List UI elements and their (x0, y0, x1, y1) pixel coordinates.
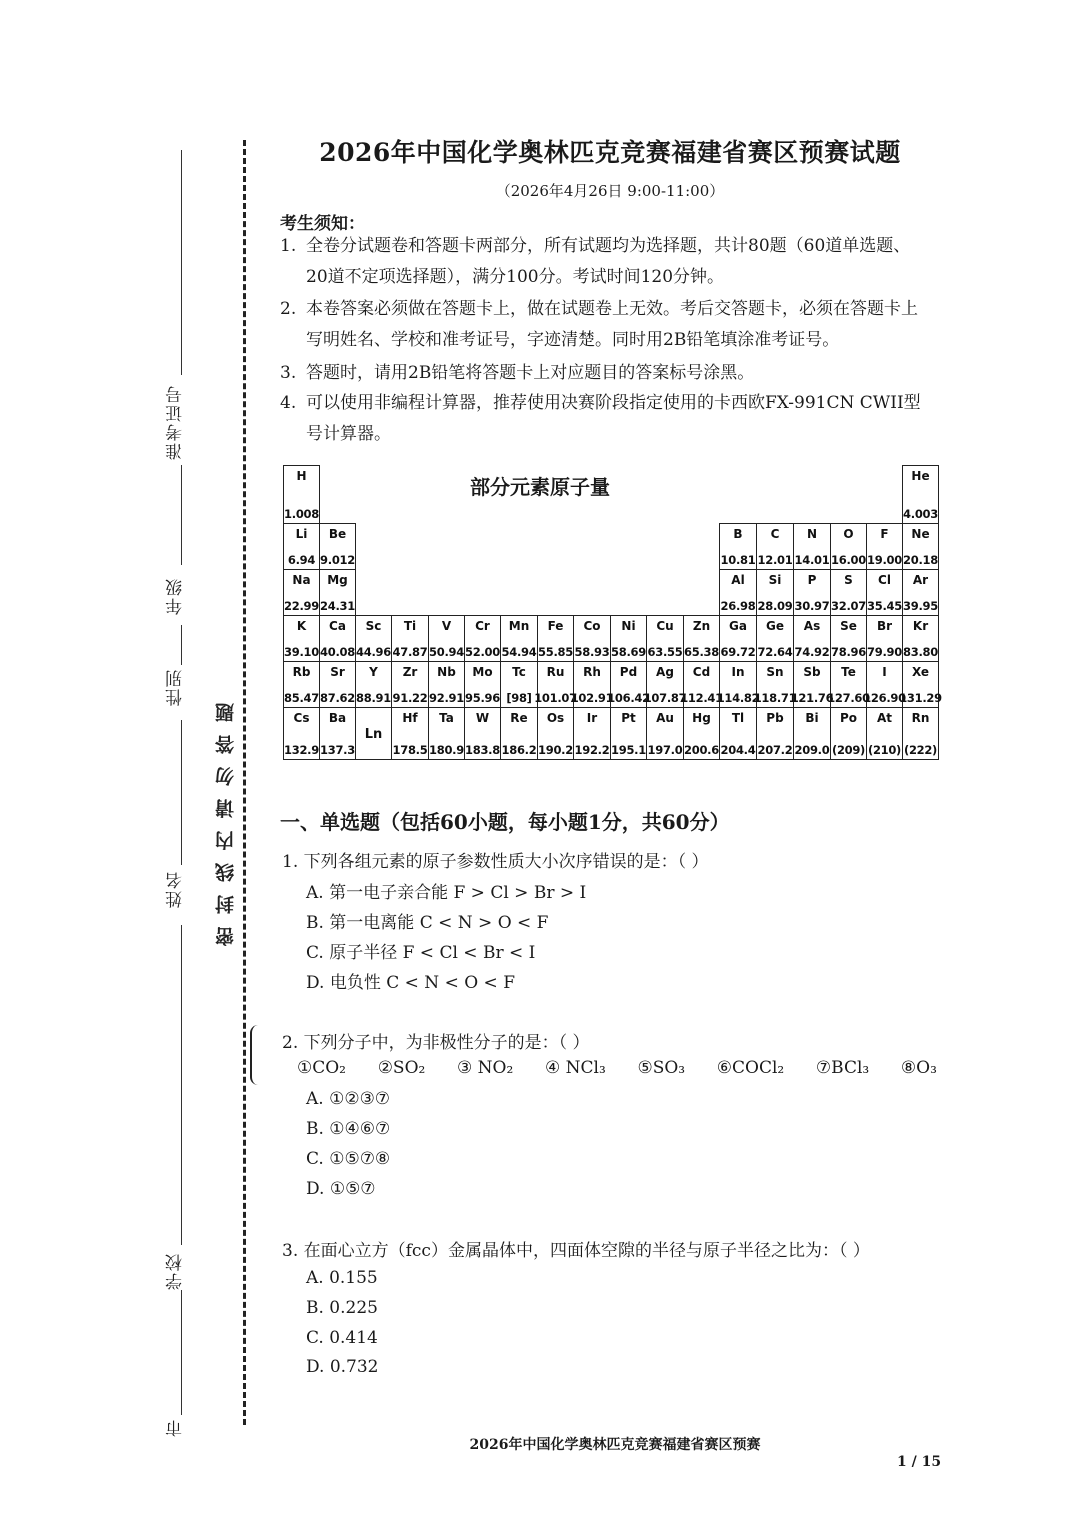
element-cell-bi (793, 707, 831, 760)
notice-line: 答题时，请用2B铅笔将答题卡上对应题目的答案标号涂黑。 (306, 363, 755, 383)
notice-item-3 (280, 358, 754, 389)
element-cell-cd (680, 661, 723, 708)
element-symbol: Re (510, 711, 528, 725)
element-symbol: Tc (512, 665, 526, 679)
element-mass: 95.96 (465, 691, 500, 705)
element-cell-k (283, 615, 320, 662)
species-item: ⑥COCl₂ (716, 1058, 785, 1078)
element-symbol: H (296, 469, 307, 483)
binding-line-name (181, 720, 182, 865)
element-symbol: F (880, 527, 889, 541)
element-cell-n (793, 523, 831, 570)
element-cell-v (428, 615, 465, 662)
element-symbol: Ba (328, 711, 347, 725)
element-symbol: Ne (911, 527, 930, 541)
element-cell-in (716, 661, 760, 708)
element-symbol: Ln (364, 727, 383, 742)
element-mass: 26.98 (720, 599, 756, 613)
element-cell-au (646, 707, 684, 760)
species-item: ④ NCl₃ (544, 1058, 606, 1078)
element-cell-nb (428, 661, 465, 708)
element-cell-tl (719, 707, 757, 760)
element-mass: [98] (506, 691, 532, 705)
element-mass: 114.82 (716, 691, 760, 705)
element-symbol: Ga (729, 619, 747, 633)
element-mass: 65.38 (684, 645, 719, 659)
element-cell-cl (866, 569, 903, 616)
element-mass: 91.22 (392, 691, 428, 705)
element-cell-w (464, 707, 501, 760)
notice-item-2 (280, 294, 918, 356)
element-mass: 4.003 (903, 507, 938, 521)
element-cell-ca (319, 615, 356, 662)
element-mass: 101.07 (534, 691, 577, 705)
notice-line: 全卷分试题卷和答题卡两部分，所有试题均为选择题，共计80题（60道单选题、 (306, 236, 911, 256)
notice-item-number: 1. (280, 236, 297, 256)
element-symbol: Rn (911, 711, 930, 725)
element-mass: 12.01 (757, 553, 793, 567)
element-cell-si (756, 569, 794, 616)
element-cell-zn (683, 615, 720, 662)
element-symbol: C (770, 527, 780, 541)
element-mass: 107.87 (643, 691, 687, 705)
element-cell-hg (683, 707, 720, 760)
element-cell-s (830, 569, 867, 616)
element-symbol: Pb (766, 711, 784, 725)
element-mass: 102.91 (570, 691, 614, 705)
element-mass: 40.08 (320, 645, 355, 659)
element-symbol: P (807, 573, 817, 587)
element-symbol: Nb (437, 665, 456, 679)
question-2-option-c: C. ①⑤⑦⑧ (306, 1149, 391, 1169)
seal-dashed-line (243, 140, 246, 1425)
element-symbol: At (876, 711, 893, 725)
page-footer: 2026年中国化学奥林匹克竞赛福建省赛区预赛 (469, 1437, 761, 1453)
element-mass: 121.76 (790, 691, 834, 705)
element-cell-li (283, 523, 320, 570)
element-mass: 78.96 (831, 645, 866, 659)
question-3-stem: 3. 在面心立方（fcc）金属晶体中，四面体空隙的半径与原子半径之比为：（ ） (282, 1241, 870, 1261)
notice-item-4 (280, 388, 921, 450)
element-cell-c (756, 523, 794, 570)
element-symbol: Mn (508, 619, 530, 633)
element-mass: 74.92 (794, 645, 830, 659)
element-mass: 16.00 (831, 553, 866, 567)
element-symbol: K (296, 619, 307, 633)
element-mass: 20.18 (903, 553, 938, 567)
element-cell-h (283, 465, 320, 524)
element-mass: 204.4 (720, 743, 756, 757)
element-cell-sn (753, 661, 797, 708)
element-symbol: W (475, 711, 490, 725)
notice-line: 本卷答案必须做在答题卡上，做在试题卷上无效。考后交答题卡，必须在答题卡上 (306, 299, 918, 319)
page-number: 1 / 15 (897, 1454, 942, 1470)
element-cell-ir (573, 707, 611, 760)
element-mass: 54.94 (501, 645, 537, 659)
element-mass: 209.0 (794, 743, 830, 757)
element-mass: 50.94 (429, 645, 464, 659)
element-mass: 87.62 (320, 691, 355, 705)
element-symbol: Ar (912, 573, 929, 587)
element-cell-rh (570, 661, 614, 708)
element-symbol: Sb (803, 665, 821, 679)
element-symbol: In (731, 665, 745, 679)
element-mass: 72.64 (757, 645, 793, 659)
element-mass: 197.0 (647, 743, 683, 757)
element-cell-te (827, 661, 870, 708)
element-mass: 192.2 (574, 743, 610, 757)
element-cell-at (866, 707, 903, 760)
question-3-option-a: A. 0.155 (306, 1268, 378, 1288)
question-1-option-c: C. 原子半径 F < Cl < Br < I (306, 943, 536, 963)
notice-line: 可以使用非编程计算器，推荐使用决赛阶段指定使用的卡西欧FX-991CN CWII型 (306, 393, 921, 413)
element-cell-br (866, 615, 903, 662)
element-symbol: Mg (327, 573, 348, 587)
seal-line-notice: 密封线内请勿答题 (215, 690, 237, 946)
element-cell-mo (464, 661, 501, 708)
element-mass: 127.60 (827, 691, 870, 705)
element-symbol: Rh (583, 665, 601, 679)
element-cell-ba (319, 707, 356, 760)
element-mass: 195.1 (611, 743, 646, 757)
element-mass: 9.012 (320, 553, 355, 567)
element-symbol: Sr (330, 665, 345, 679)
element-cell-zr (391, 661, 429, 708)
element-symbol: Ca (329, 619, 346, 633)
element-symbol: O (843, 527, 854, 541)
element-cell-sr (319, 661, 356, 708)
element-symbol: Bi (805, 711, 819, 725)
element-symbol: Al (731, 573, 745, 587)
label-school: 学校 (166, 1252, 186, 1290)
element-cell-i (863, 661, 906, 708)
element-cell-ga (719, 615, 757, 662)
element-mass: 118.71 (753, 691, 797, 705)
element-mass: 132.9 (284, 743, 319, 757)
element-mass: 10.81 (720, 553, 756, 567)
element-mass: 178.5 (392, 743, 428, 757)
element-symbol: V (441, 619, 452, 633)
element-mass: 44.96 (356, 645, 391, 659)
element-mass: 186.2 (501, 743, 537, 757)
notice-line: 号计算器。 (306, 424, 391, 444)
element-symbol: Au (656, 711, 674, 725)
question-3-option-d: D. 0.732 (306, 1357, 379, 1377)
element-mass: 14.01 (794, 553, 830, 567)
binding-line-admission (181, 150, 182, 375)
binding-line-school (181, 925, 182, 1245)
question-1-option-a: A. 第一电子亲合能 F > Cl > Br > I (306, 883, 587, 903)
element-symbol: Hg (692, 711, 711, 725)
element-symbol: Kr (912, 619, 929, 633)
element-cell-p (793, 569, 831, 616)
element-symbol: Ge (766, 619, 784, 633)
element-cell-ni (610, 615, 647, 662)
element-symbol: Pt (621, 711, 636, 725)
element-symbol: Cs (293, 711, 310, 725)
element-cell-ne (902, 523, 939, 570)
element-symbol: Hf (402, 711, 418, 725)
element-mass: (209) (831, 743, 866, 757)
element-mass: 19.00 (867, 553, 902, 567)
bracket-mark (250, 1025, 260, 1085)
element-symbol: Tl (731, 711, 745, 725)
element-mass: 180.9 (429, 743, 464, 757)
element-symbol: I (882, 665, 887, 679)
question-2-species-list (297, 1058, 937, 1078)
element-symbol: Te (841, 665, 856, 679)
element-symbol: Co (583, 619, 601, 633)
element-mass: 32.07 (831, 599, 866, 613)
element-symbol: B (733, 527, 743, 541)
element-symbol: Fe (547, 619, 564, 633)
species-item: ⑦BCl₃ (815, 1058, 870, 1078)
element-mass: 183.8 (465, 743, 500, 757)
element-cell-hf (391, 707, 429, 760)
element-cell-ge (756, 615, 794, 662)
exam-time: （2026年4月26日 9:00-11:00） (495, 182, 725, 200)
question-3-option-c: C. 0.414 (306, 1328, 378, 1348)
periodic-table-title: 部分元素原子量 (470, 475, 610, 499)
species-item: ⑤SO₃ (637, 1058, 686, 1078)
element-symbol: Ir (586, 711, 598, 725)
element-symbol: Sn (766, 665, 784, 679)
element-cell-re (500, 707, 538, 760)
element-cell-sb (790, 661, 834, 708)
element-cell-ar (902, 569, 939, 616)
element-cell-as (793, 615, 831, 662)
element-symbol: S (844, 573, 853, 587)
label-grade: 年级 (166, 577, 186, 615)
element-mass: 58.69 (611, 645, 646, 659)
element-cell-cr (464, 615, 501, 662)
element-cell-f (866, 523, 903, 570)
element-cell-ta (428, 707, 465, 760)
element-cell-o (830, 523, 867, 570)
species-item: ⑧O₃ (900, 1058, 937, 1078)
binding-line-city (181, 1290, 182, 1415)
element-mass: 35.45 (867, 599, 902, 613)
element-symbol: As (803, 619, 821, 633)
element-mass: (210) (867, 743, 902, 757)
element-cell-xe (899, 661, 942, 708)
element-cell-mg (319, 569, 356, 616)
element-mass: 30.97 (794, 599, 830, 613)
element-cell-ln (355, 707, 392, 760)
element-cell-cu (646, 615, 684, 662)
element-symbol: Os (546, 711, 565, 725)
element-cell-ru (534, 661, 577, 708)
element-mass: 200.6 (684, 743, 719, 757)
element-mass: 39.95 (903, 599, 938, 613)
species-item: ③ NO₂ (457, 1058, 514, 1078)
element-mass: 137.3 (320, 743, 355, 757)
element-symbol: Po (839, 711, 858, 725)
element-mass: 79.90 (867, 645, 902, 659)
notice-item-number: 2. (280, 299, 297, 319)
element-symbol: Br (876, 619, 893, 633)
element-mass: 22.99 (284, 599, 319, 613)
element-mass: 69.72 (720, 645, 756, 659)
element-mass: 55.85 (538, 645, 573, 659)
element-symbol: Mo (472, 665, 493, 679)
element-symbol: Ni (621, 619, 636, 633)
element-cell-al (719, 569, 757, 616)
element-symbol: Si (768, 573, 782, 587)
element-mass: 112.41 (680, 691, 723, 705)
question-2-option-d: D. ①⑤⑦ (306, 1179, 376, 1199)
notice-item-1 (280, 231, 910, 293)
element-mass: 39.10 (284, 645, 319, 659)
species-item: ②SO₂ (377, 1058, 426, 1078)
element-symbol: N (806, 527, 818, 541)
element-symbol: Ta (439, 711, 454, 725)
element-symbol: Se (840, 619, 857, 633)
element-cell-rb (283, 661, 320, 708)
element-symbol: Cr (475, 619, 490, 633)
element-cell-cs (283, 707, 320, 760)
element-cell-kr (902, 615, 939, 662)
element-mass: 52.00 (465, 645, 500, 659)
element-mass: 6.94 (287, 553, 316, 567)
element-symbol: Ti (403, 619, 417, 633)
element-mass: 28.09 (757, 599, 793, 613)
exam-title: 2026年中国化学奥林匹克竞赛福建省赛区预赛试题 (319, 138, 901, 167)
notice-item-number: 3. (280, 363, 297, 383)
element-symbol: Y (369, 665, 378, 679)
binding-line-grade (181, 465, 182, 565)
element-mass: 207.2 (757, 743, 793, 757)
binding-line-gender (181, 625, 182, 665)
element-symbol: Zr (402, 665, 418, 679)
element-symbol: Ag (656, 665, 674, 679)
element-cell-b (719, 523, 757, 570)
question-2-option-b: B. ①④⑥⑦ (306, 1119, 391, 1139)
species-item: ①CO₂ (297, 1058, 346, 1078)
section-heading: 一、单选题（包括60小题，每小题1分，共60分） (280, 810, 730, 834)
element-symbol: Na (292, 573, 311, 587)
element-mass: 88.91 (356, 691, 391, 705)
label-gender: 性别 (166, 668, 186, 706)
notice-line: 20道不定项选择题），满分100分。考试时间120分钟。 (306, 267, 725, 287)
element-cell-be (319, 523, 356, 570)
element-mass: (222) (903, 743, 938, 757)
element-cell-sc (355, 615, 392, 662)
label-city: 市 (166, 1418, 186, 1437)
notice-heading: 考生须知： (280, 214, 365, 234)
element-cell-fe (537, 615, 574, 662)
element-mass: 131.29 (899, 691, 942, 705)
element-cell-he (902, 465, 939, 524)
element-cell-y (355, 661, 392, 708)
element-cell-na (283, 569, 320, 616)
element-symbol: Sc (365, 619, 382, 633)
element-cell-ti (391, 615, 429, 662)
element-cell-rn (902, 707, 939, 760)
element-symbol: Zn (692, 619, 711, 633)
element-cell-tc (500, 661, 538, 708)
notice-line: 写明姓名、学校和准考证号，字迹清楚。同时用2B铅笔填涂准考证号。 (306, 330, 840, 350)
element-mass: 63.55 (647, 645, 683, 659)
question-2-option-a: A. ①②③⑦ (306, 1089, 391, 1109)
label-name: 姓名 (166, 870, 186, 908)
element-cell-se (830, 615, 867, 662)
element-symbol: He (911, 469, 930, 483)
element-cell-pd (607, 661, 650, 708)
notice-item-number: 4. (280, 393, 297, 413)
question-2-stem: 2. 下列分子中，为非极性分子的是：（ ） (282, 1033, 590, 1053)
element-mass: 47.87 (392, 645, 428, 659)
element-mass: 92.91 (429, 691, 464, 705)
element-mass: 190.2 (538, 743, 573, 757)
question-1-stem: 1. 下列各组元素的原子参数性质大小次序错误的是：（ ） (282, 852, 709, 872)
element-cell-co (573, 615, 611, 662)
element-cell-pt (610, 707, 647, 760)
label-admission-number: 准考证号 (166, 384, 186, 460)
element-symbol: Xe (911, 665, 930, 679)
element-symbol: Cl (878, 573, 891, 587)
question-1-option-d: D. 电负性 C < N < O < F (306, 973, 516, 993)
element-mass: 85.47 (284, 691, 319, 705)
question-3-option-b: B. 0.225 (306, 1298, 378, 1318)
element-cell-mn (500, 615, 538, 662)
element-cell-ag (643, 661, 687, 708)
element-mass: 106.42 (607, 691, 650, 705)
element-symbol: Ru (546, 665, 565, 679)
element-symbol: Li (295, 527, 308, 541)
element-cell-os (537, 707, 574, 760)
element-mass: 24.31 (320, 599, 355, 613)
element-symbol: Cd (692, 665, 711, 679)
element-symbol: Cu (656, 619, 674, 633)
element-symbol: Pd (619, 665, 638, 679)
element-cell-pb (756, 707, 794, 760)
element-mass: 83.80 (903, 645, 938, 659)
element-symbol: Rb (292, 665, 311, 679)
element-mass: 58.93 (574, 645, 610, 659)
element-mass: 126.90 (863, 691, 906, 705)
element-mass: 1.008 (284, 507, 319, 521)
question-1-option-b: B. 第一电离能 C < N > O < F (306, 913, 549, 933)
element-symbol: Be (328, 527, 347, 541)
element-cell-po (830, 707, 867, 760)
